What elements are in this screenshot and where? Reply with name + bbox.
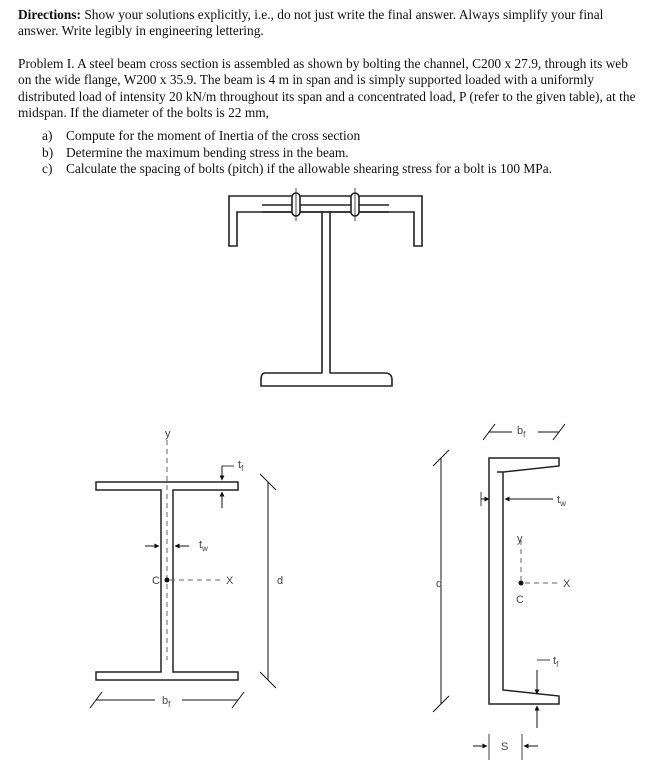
wf-d-label: d [277, 575, 284, 587]
problem-statement: Problem I. A steel beam cross section is assembled as shown by bolting the channel, C200 x 27.9, through its web on the wide flange, W200 x 35.9. The beam is 4 m in span and is simply supported loaded with a uniformly distributed load of intensity 20 kN/m throughout its span and a concentrated load, P (refer to the given table), at the midspan. If the diameter of the bolts is 22 mm, [18, 56, 636, 121]
wf-tw-label: $t_w$ [199, 539, 208, 553]
ch-s-label: S [501, 741, 509, 753]
wide-flange-outline [261, 205, 392, 386]
ch-y-label: y [517, 533, 523, 545]
wf-x-label: X [226, 575, 234, 587]
ch-tw-label: $t_w$ [557, 494, 566, 508]
ch-c-label: C [516, 594, 524, 606]
wf-bf-label: $b_f$ [162, 695, 171, 709]
task-text: Calculate the spacing of bolts (pitch) if the allowable shearing stress for a bolt is 100 MPa. [66, 161, 553, 177]
task-text: Determine the maximum bending stress in the beam. [66, 144, 349, 160]
task-label: b) [42, 144, 54, 160]
ch-bf-label: $b_f$ [517, 425, 526, 439]
task-label: a) [42, 128, 53, 143]
wf-tf-label: $t_f$ [238, 459, 244, 473]
task-text: Compute for the moment of Inertia of the cross section [66, 128, 361, 143]
task-label: c) [42, 161, 53, 177]
wide-flange-drawing [90, 428, 283, 709]
assembled-section [229, 188, 422, 386]
ch-x-label: X [563, 578, 571, 590]
wf-c-label: C [152, 575, 160, 587]
channel-drawing [433, 424, 571, 760]
directions-text: Show your solutions explicitly, i.e., do not just write the final answer. Always simplify your final answer. Write legibly in engineering lettering. [18, 7, 604, 39]
channel-outline [229, 196, 422, 246]
ch-tf-label: $t_f$ [553, 655, 559, 669]
directions-label: Directions: [18, 7, 81, 22]
ch-d-label: d [436, 578, 443, 590]
wf-y-label: y [165, 428, 171, 440]
